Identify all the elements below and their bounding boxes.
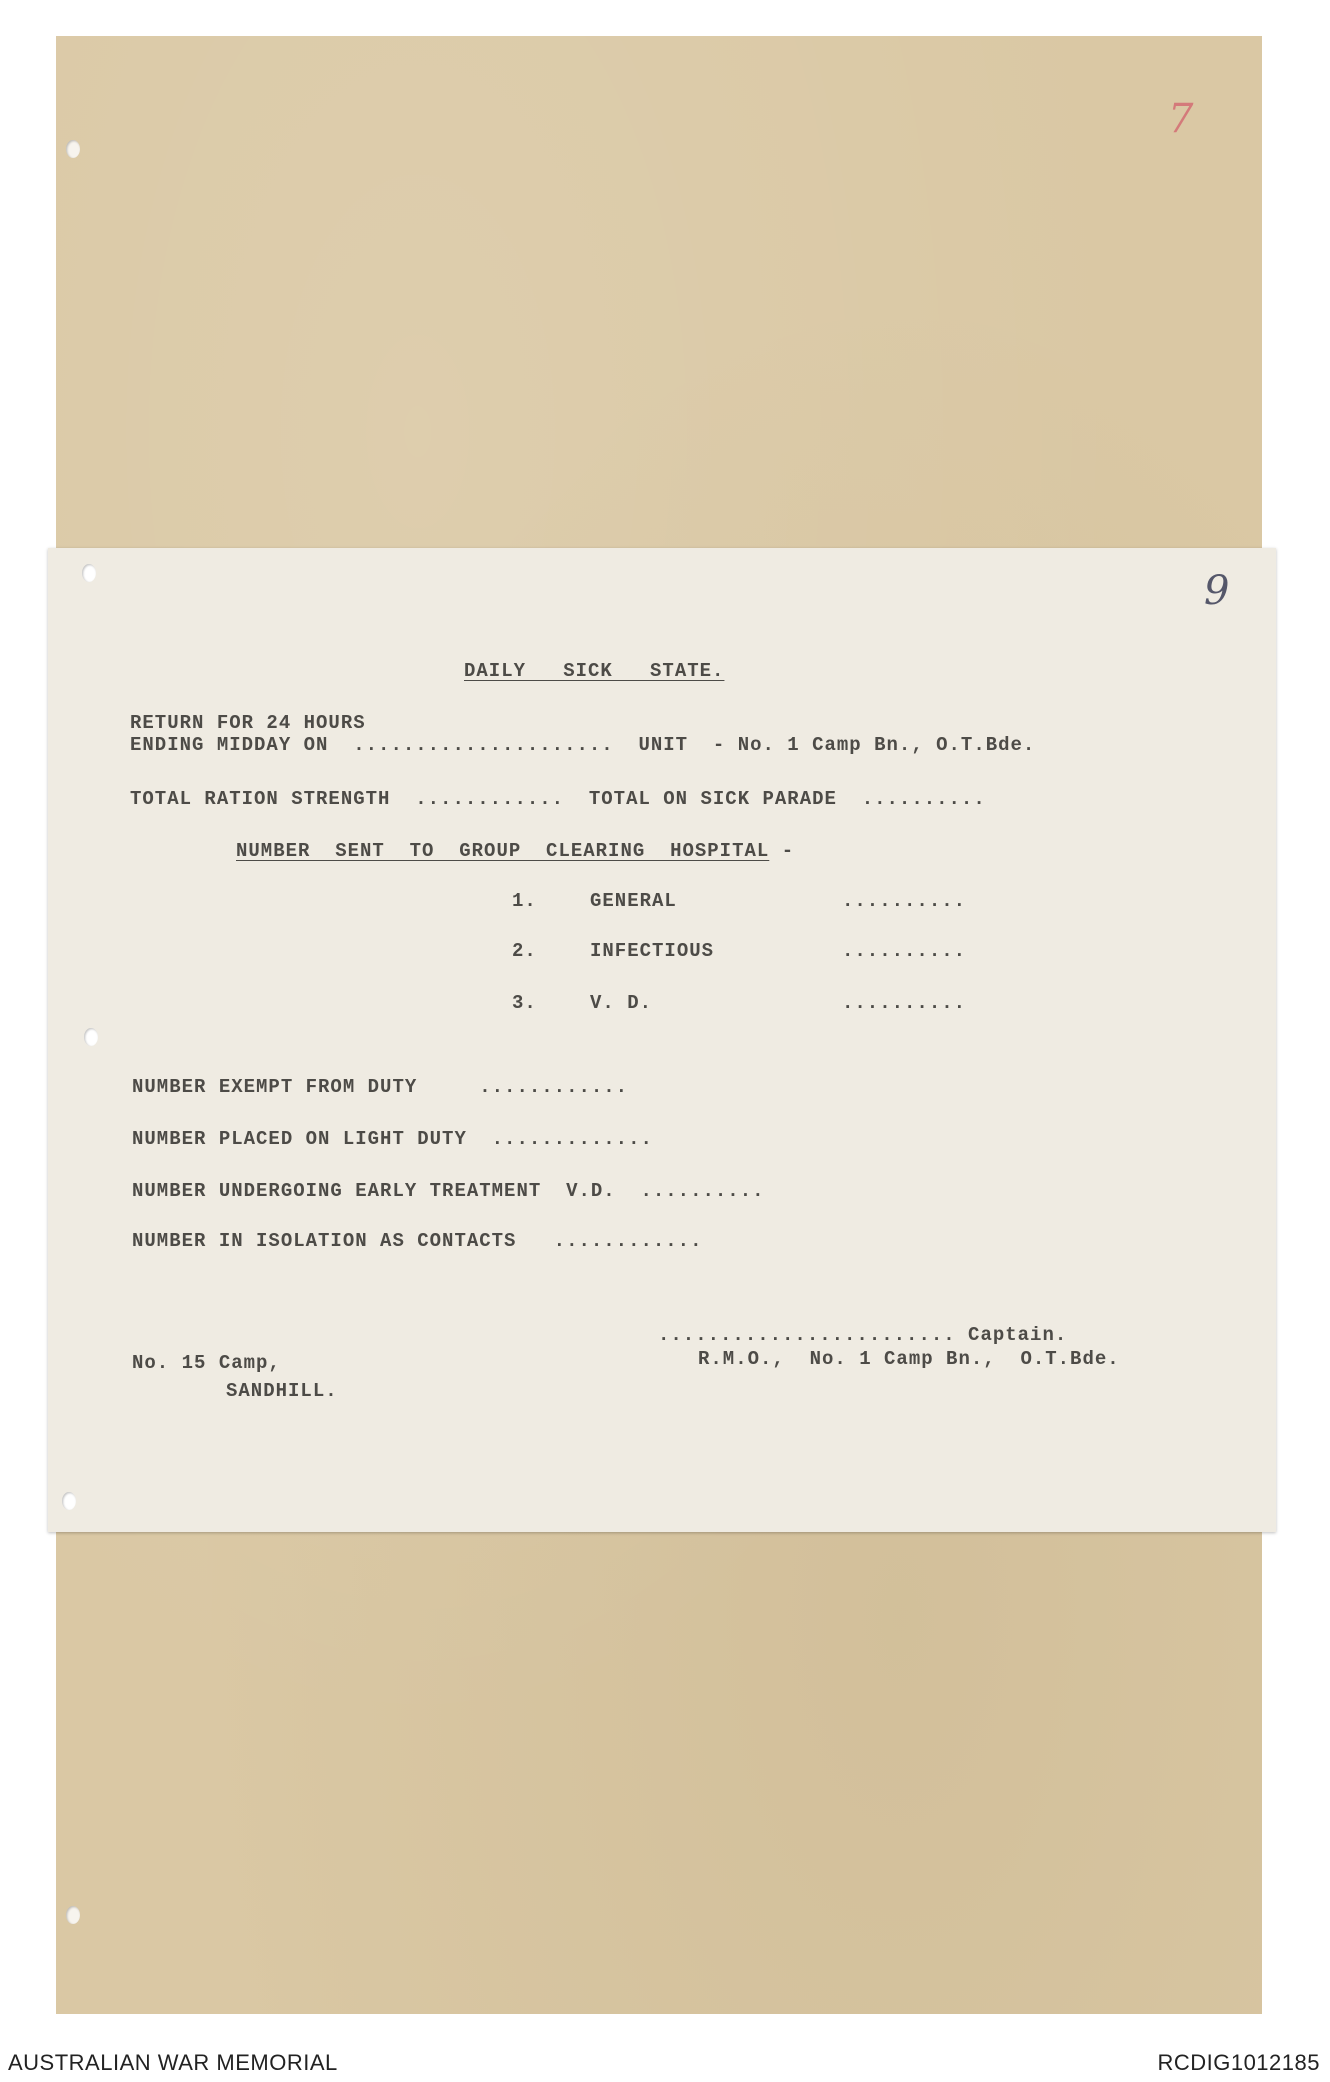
punch-hole [84, 1028, 98, 1046]
hospital-heading [236, 840, 794, 862]
early-treatment-line: NUMBER UNDERGOING EARLY TREATMENT V.D. .......... [132, 1180, 765, 1202]
footer-archive-name: AUSTRALIAN WAR MEMORIAL [8, 2050, 338, 2075]
signature-line: ........................ Captain. [658, 1324, 1068, 1346]
hospital-item-label: GENERAL [590, 890, 677, 912]
exempt-from-duty-line: NUMBER EXEMPT FROM DUTY ............ [132, 1076, 629, 1098]
light-duty-line: NUMBER PLACED ON LIGHT DUTY ............. [132, 1128, 653, 1150]
punch-hole [66, 140, 80, 158]
punch-hole [62, 1492, 76, 1510]
signature-role: R.M.O., No. 1 Camp Bn., O.T.Bde. [698, 1348, 1120, 1370]
return-line-2: ENDING MIDDAY ON ..................... UNIT - No. 1 Camp Bn., O.T.Bde. [130, 734, 1036, 756]
isolation-line: NUMBER IN ISOLATION AS CONTACTS ............ [132, 1230, 703, 1252]
punch-hole [82, 564, 96, 582]
hospital-item-label: INFECTIOUS [590, 940, 715, 962]
form-title: DAILY SICK STATE. [464, 660, 725, 682]
hospital-item-label: V. D. [590, 992, 653, 1014]
page-number: 9 [1204, 568, 1230, 614]
hospital-item-dots: .......... [842, 940, 967, 962]
hospital-item-dots: .......... [842, 992, 967, 1014]
hospital-item-number: 3. [512, 992, 537, 1014]
ration-strength-line: TOTAL RATION STRENGTH ............ TOTAL ON SICK PARADE .......... [130, 788, 986, 810]
hospital-item-dots: .......... [842, 890, 967, 912]
location-line-2: SANDHILL. [226, 1380, 338, 1402]
location-line-1: No. 15 Camp, [132, 1352, 281, 1374]
corner-number-mark: 7 [1168, 96, 1194, 142]
form-sheet [48, 548, 1276, 1532]
hospital-item-number: 1. [512, 890, 537, 912]
return-line-1: RETURN FOR 24 HOURS [130, 712, 366, 734]
hospital-heading-dash: - [781, 840, 795, 862]
footer-record-id: RCDIG1012185 [1157, 2050, 1320, 2075]
hospital-item-number: 2. [512, 940, 537, 962]
punch-hole [66, 1906, 80, 1924]
hospital-heading-text: NUMBER SENT TO GROUP CLEARING HOSPITAL [236, 840, 770, 862]
